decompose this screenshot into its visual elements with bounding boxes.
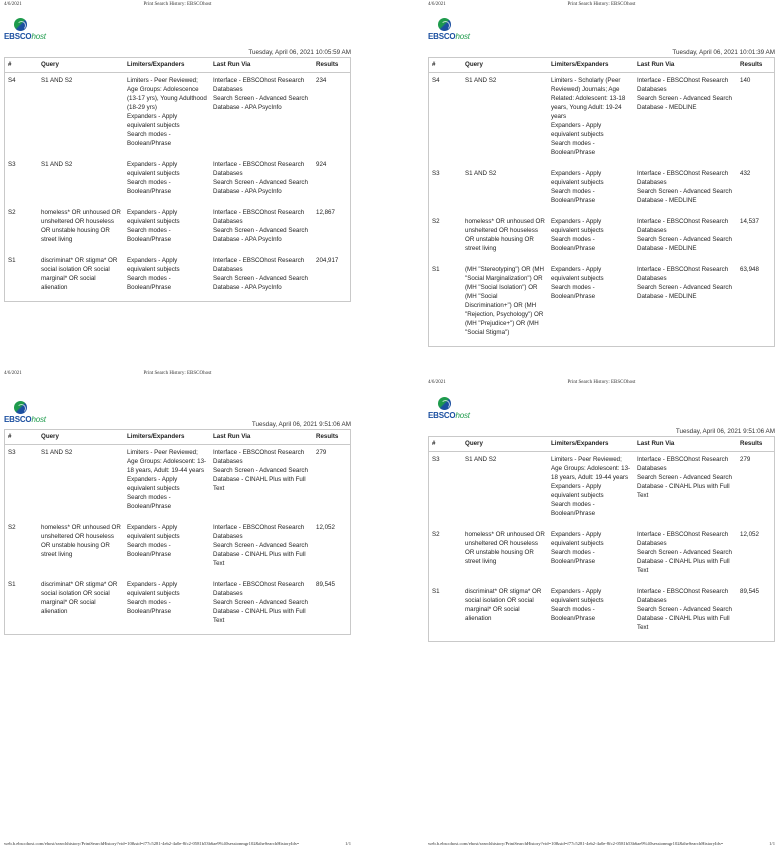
search-timestamp: Tuesday, April 06, 2021 10:01:39 AM <box>672 49 775 56</box>
brand-host: host <box>31 32 46 41</box>
col-num-header: # <box>5 58 38 73</box>
search-query: homeless* OR unhoused OR unsheltered OR houseless OR unstable housing OR street living <box>465 531 545 565</box>
table-row[interactable] <box>429 73 774 167</box>
search-last-run-via: Interface - EBSCOhost Research Databases Search Screen - Advanced Search Database - MEDLINE <box>637 170 732 204</box>
search-last-run-via: Interface - EBSCOhost Research Databases Search Screen - Advanced Search Database - MEDLINE <box>637 218 732 252</box>
footer-page: 1/1 <box>345 841 351 846</box>
print-header <box>428 380 775 388</box>
search-id: S1 <box>432 588 440 595</box>
search-results-count[interactable]: 140 <box>740 77 751 84</box>
search-timestamp: Tuesday, April 06, 2021 10:05:59 AM <box>248 49 351 56</box>
print-date: 4/6/2021 <box>428 2 446 7</box>
search-id: S1 <box>8 257 16 264</box>
search-limiters: Expanders - Apply equivalent subjects Search modes - Boolean/Phrase <box>551 531 604 565</box>
search-query: discriminat* OR stigma* OR social isolation OR social marginal* OR social alienation <box>465 588 542 622</box>
table-body <box>5 73 350 302</box>
ebsco-wordmark <box>4 32 46 41</box>
table-row[interactable] <box>5 253 350 301</box>
search-last-run-via: Interface - EBSCOhost Research Databases Search Screen - Advanced Search Database - APA PsycInfo <box>213 161 308 195</box>
print-footer <box>428 841 775 846</box>
search-limiters: Expanders - Apply equivalent subjects Search modes - Boolean/Phrase <box>551 588 604 622</box>
search-results-count[interactable]: 924 <box>316 161 327 168</box>
search-query: S1 AND S2 <box>465 77 497 84</box>
print-panel <box>4 371 351 851</box>
col-via-header: Last Run Via <box>210 430 313 445</box>
table-row[interactable] <box>429 214 774 262</box>
search-id: S2 <box>8 209 16 216</box>
search-query: S1 AND S2 <box>41 449 73 456</box>
table-row[interactable] <box>5 73 350 158</box>
search-id: S2 <box>432 218 440 225</box>
history-table <box>5 430 350 634</box>
col-results-header: Results <box>313 58 350 73</box>
print-date: 4/6/2021 <box>4 2 22 7</box>
ebsco-logo[interactable] <box>428 18 484 46</box>
header-row <box>429 58 774 73</box>
search-limiters: Expanders - Apply equivalent subjects Search modes - Boolean/Phrase <box>127 524 180 558</box>
search-query: discriminat* OR stigma* OR social isolation OR social marginal* OR social alienation <box>41 581 118 615</box>
col-via-header: Last Run Via <box>634 58 737 73</box>
col-via-header: Last Run Via <box>634 437 737 452</box>
print-title: Print Search History: EBSCOhost <box>143 371 212 376</box>
search-last-run-via: Interface - EBSCOhost Research Databases Search Screen - Advanced Search Database - CINAHL Plus with Full Text <box>213 581 308 624</box>
search-query: S1 AND S2 <box>465 170 497 177</box>
print-title: Print Search History: EBSCOhost <box>143 2 212 7</box>
ebsco-logo[interactable] <box>4 401 60 429</box>
search-limiters: Limiters - Scholarly (Peer Reviewed) Journals; Age Related: Adolescent: 13-18 years, Young Adult: 19-24 years Expanders - Apply equivalent subjects Search modes - Boolean/Phrase <box>551 77 626 156</box>
table-head <box>429 58 774 73</box>
ebsco-wordmark <box>4 415 46 424</box>
search-limiters: Expanders - Apply equivalent subjects Search modes - Boolean/Phrase <box>551 170 604 204</box>
print-header <box>428 2 775 10</box>
search-timestamp: Tuesday, April 06, 2021 9:51:06 AM <box>251 421 351 428</box>
search-results-count[interactable]: 12,052 <box>316 524 335 531</box>
table-body <box>429 452 774 642</box>
table-body <box>5 445 350 635</box>
col-num-header: # <box>429 58 462 73</box>
table-row[interactable] <box>5 445 350 521</box>
search-query: S1 AND S2 <box>465 456 497 463</box>
search-last-run-via: Interface - EBSCOhost Research Databases Search Screen - Advanced Search Database - CINAHL Plus with Full Text <box>637 531 732 574</box>
table-head <box>5 430 350 445</box>
search-id: S3 <box>432 170 440 177</box>
col-results-header: Results <box>313 430 350 445</box>
search-results-count[interactable]: 279 <box>740 456 751 463</box>
col-query-header: Query <box>462 58 548 73</box>
search-history-table <box>428 436 775 642</box>
search-timestamp: Tuesday, April 06, 2021 9:51:06 AM <box>675 428 775 435</box>
search-id: S4 <box>8 77 16 84</box>
search-last-run-via: Interface - EBSCOhost Research Databases Search Screen - Advanced Search Database - CINAHL Plus with Full Text <box>637 588 732 631</box>
search-limiters: Expanders - Apply equivalent subjects Search modes - Boolean/Phrase <box>127 581 180 615</box>
search-results-count[interactable]: 14,537 <box>740 218 759 225</box>
header-row <box>5 58 350 73</box>
search-id: S3 <box>432 456 440 463</box>
print-panel <box>428 2 775 374</box>
search-limiters: Limiters - Peer Reviewed; Age Groups: Adolescent: 13-18 years, Adult: 19-44 years Expanders - Apply equivalent subjects Search modes - Boolean/Phrase <box>127 449 207 510</box>
print-footer <box>4 841 351 846</box>
table-row[interactable] <box>429 262 774 346</box>
header-row <box>429 437 774 452</box>
col-query-header: Query <box>38 430 124 445</box>
search-id: S1 <box>8 581 16 588</box>
print-date: 4/6/2021 <box>4 371 22 376</box>
search-limiters: Expanders - Apply equivalent subjects Search modes - Boolean/Phrase <box>551 218 604 252</box>
search-query: discriminat* OR stigma* OR social isolation OR social marginal* OR social alienation <box>41 257 118 291</box>
globe-icon <box>438 397 451 410</box>
globe-icon <box>14 18 27 31</box>
globe-icon <box>438 18 451 31</box>
brand-ebsco: EBSCO <box>428 32 456 41</box>
brand-host: host <box>31 415 46 424</box>
table-row[interactable] <box>429 166 774 214</box>
history-table <box>5 58 350 301</box>
col-num-header: # <box>429 437 462 452</box>
search-history-table <box>4 57 351 302</box>
print-date: 4/6/2021 <box>428 380 446 385</box>
print-header <box>4 2 351 10</box>
search-last-run-via: Interface - EBSCOhost Research Databases Search Screen - Advanced Search Database - MEDLINE <box>637 266 732 300</box>
search-last-run-via: Interface - EBSCOhost Research Databases Search Screen - Advanced Search Database - MEDLINE <box>637 77 732 111</box>
brand-ebsco: EBSCO <box>428 411 456 420</box>
search-query: (MH "Stereotyping") OR (MH "Social Marginalization") OR (MH "Social Isolation") OR (MH "Social Discrimination+") OR (MH "Rejection, Psychology") OR (MH "Prejudice+") OR (MH "Social Stigma") <box>465 266 544 336</box>
history-table <box>429 437 774 641</box>
search-results-count[interactable]: 204,917 <box>316 257 339 264</box>
search-last-run-via: Interface - EBSCOhost Research Databases Search Screen - Advanced Search Database - CINAHL Plus with Full Text <box>213 449 308 492</box>
ebsco-logo[interactable] <box>4 18 60 46</box>
col-results-header: Results <box>737 437 774 452</box>
table-row[interactable] <box>429 527 774 584</box>
search-query: S1 AND S2 <box>41 77 73 84</box>
search-limiters: Expanders - Apply equivalent subjects Search modes - Boolean/Phrase <box>127 161 180 195</box>
print-title: Print Search History: EBSCOhost <box>567 380 636 385</box>
search-last-run-via: Interface - EBSCOhost Research Databases Search Screen - Advanced Search Database - CINAHL Plus with Full Text <box>213 524 308 567</box>
search-id: S1 <box>432 266 440 273</box>
search-id: S2 <box>432 531 440 538</box>
search-id: S2 <box>8 524 16 531</box>
col-query-header: Query <box>462 437 548 452</box>
search-limiters: Limiters - Peer Reviewed; Age Groups: Adolescent: 13-18 years, Adult: 19-44 years Expanders - Apply equivalent subjects Search modes - Boolean/Phrase <box>551 456 631 517</box>
search-limiters: Limiters - Peer Reviewed; Age Groups: Adolescence (13-17 yrs), Young Adulthood (18-29 yrs) Expanders - Apply equivalent subjects Search modes - Boolean/Phrase <box>127 77 207 147</box>
search-limiters: Expanders - Apply equivalent subjects Search modes - Boolean/Phrase <box>127 257 180 291</box>
search-results-count[interactable]: 89,545 <box>740 588 759 595</box>
search-results-count[interactable]: 12,867 <box>316 209 335 216</box>
ebsco-wordmark <box>428 32 470 41</box>
search-id: S4 <box>432 77 440 84</box>
col-limiters-header: Limiters/Expanders <box>548 437 634 452</box>
brand-host: host <box>455 32 470 41</box>
search-history-table <box>4 429 351 635</box>
search-query: homeless* OR unhoused OR unsheltered OR houseless OR unstable housing OR street living <box>41 524 121 558</box>
search-query: S1 AND S2 <box>41 161 73 168</box>
search-last-run-via: Interface - EBSCOhost Research Databases Search Screen - Advanced Search Database - CINAHL Plus with Full Text <box>637 456 732 499</box>
col-limiters-header: Limiters/Expanders <box>124 430 210 445</box>
search-query: homeless* OR unhoused OR unsheltered OR houseless OR unstable housing OR street living <box>41 209 121 243</box>
search-limiters: Expanders - Apply equivalent subjects Search modes - Boolean/Phrase <box>551 266 604 300</box>
search-results-count[interactable]: 63,948 <box>740 266 759 273</box>
search-id: S3 <box>8 161 16 168</box>
search-results-count[interactable]: 432 <box>740 170 751 177</box>
table-body <box>429 73 774 347</box>
brand-host: host <box>455 411 470 420</box>
col-limiters-header: Limiters/Expanders <box>124 58 210 73</box>
search-history-table <box>428 57 775 347</box>
print-title: Print Search History: EBSCOhost <box>567 2 636 7</box>
table-head <box>5 58 350 73</box>
search-limiters: Expanders - Apply equivalent subjects Search modes - Boolean/Phrase <box>127 209 180 243</box>
footer-page: 1/1 <box>769 841 775 846</box>
footer-url[interactable]: web.b.ebscohost.com/ehost/searchhistory/PrintSearchHistory?vid=10&sid=f77c5281-4eb2-4a0e-8fc2-0581b53b6ae9%40sessionmgr102&theSearchHistoryIds= <box>428 841 724 846</box>
ebsco-logo[interactable] <box>428 397 484 425</box>
search-last-run-via: Interface - EBSCOhost Research Databases Search Screen - Advanced Search Database - APA PsycInfo <box>213 209 308 243</box>
header-row <box>5 430 350 445</box>
search-id: S3 <box>8 449 16 456</box>
search-results-count[interactable]: 234 <box>316 77 327 84</box>
col-query-header: Query <box>38 58 124 73</box>
table-head <box>429 437 774 452</box>
print-panel <box>4 2 351 374</box>
search-results-count[interactable]: 279 <box>316 449 327 456</box>
print-header <box>4 371 351 379</box>
search-results-count[interactable]: 12,052 <box>740 531 759 538</box>
globe-icon <box>14 401 27 414</box>
col-limiters-header: Limiters/Expanders <box>548 58 634 73</box>
col-num-header: # <box>5 430 38 445</box>
table-row[interactable] <box>429 584 774 641</box>
history-table <box>429 58 774 346</box>
ebsco-wordmark <box>428 411 470 420</box>
table-row[interactable] <box>429 452 774 528</box>
brand-ebsco: EBSCO <box>4 415 32 424</box>
search-query: homeless* OR unhoused OR unsheltered OR houseless OR unstable housing OR street living <box>465 218 545 252</box>
print-panel <box>428 380 775 851</box>
brand-ebsco: EBSCO <box>4 32 32 41</box>
col-results-header: Results <box>737 58 774 73</box>
search-last-run-via: Interface - EBSCOhost Research Databases Search Screen - Advanced Search Database - APA PsycInfo <box>213 257 308 291</box>
search-last-run-via: Interface - EBSCOhost Research Databases Search Screen - Advanced Search Database - APA PsycInfo <box>213 77 308 111</box>
col-via-header: Last Run Via <box>210 58 313 73</box>
footer-url[interactable]: web.b.ebscohost.com/ehost/searchhistory/PrintSearchHistory?vid=10&sid=f77c5281-4eb2-4a0e-8fc2-0581b53b6ae9%40sessionmgr102&theSearchHistoryIds= <box>4 841 300 846</box>
table-row[interactable] <box>5 205 350 253</box>
table-row[interactable] <box>5 157 350 205</box>
search-results-count[interactable]: 89,545 <box>316 581 335 588</box>
table-row[interactable] <box>5 577 350 634</box>
table-row[interactable] <box>5 520 350 577</box>
